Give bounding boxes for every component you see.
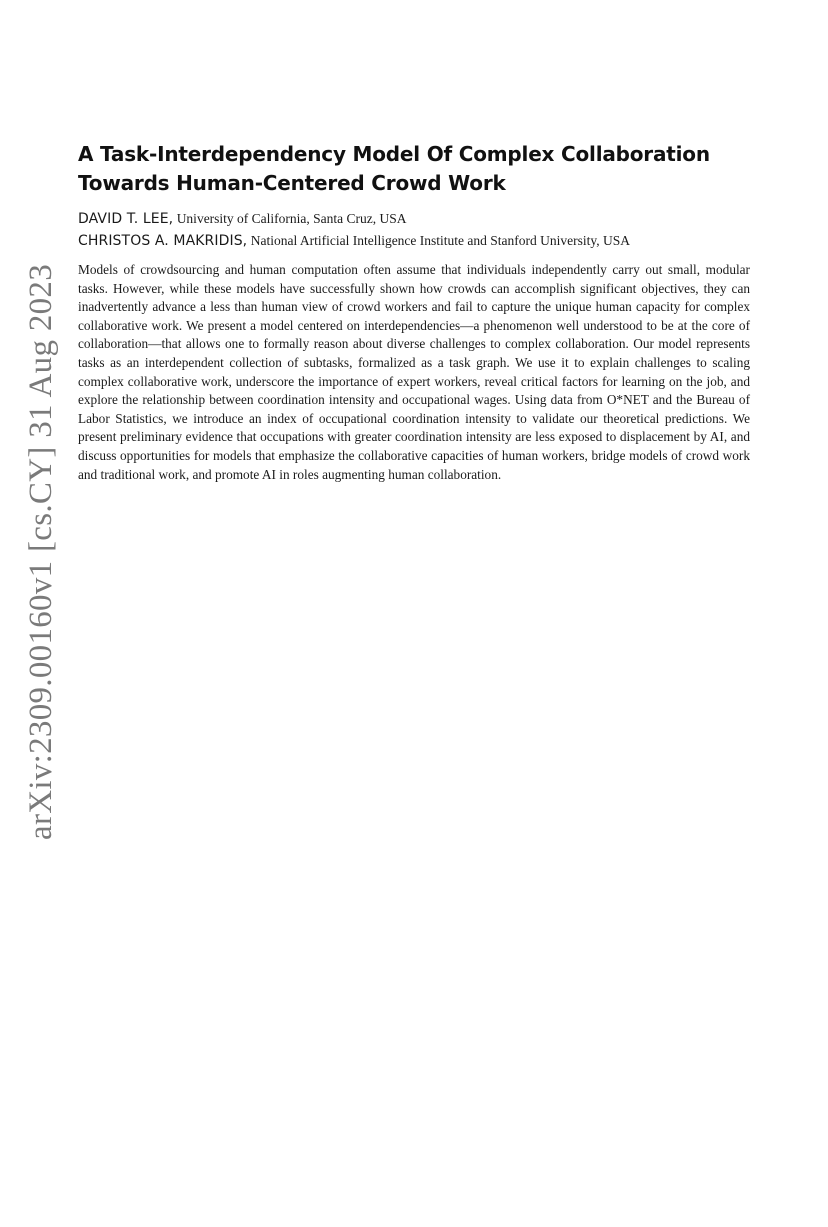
author-affiliation: University of California, Santa Cruz, USA: [176, 211, 407, 226]
arxiv-identifier-stamp: [20, 230, 62, 840]
paper-title: A Task-Interdependency Model Of Complex Collaboration Towards Human-Centered Crowd Work: [78, 142, 710, 195]
author-name: DAVID T. LEE,: [78, 211, 174, 227]
author-list: [78, 208, 750, 252]
author-entry: [78, 208, 750, 230]
author-entry: [78, 230, 750, 252]
arxiv-identifier-text: arXiv:2309.00160v1 [cs.CY] 31 Aug 2023: [23, 263, 59, 840]
author-affiliation: National Artificial Intelligence Institute and Stanford University, USA: [250, 233, 631, 248]
abstract-paragraph: Models of crowdsourcing and human computation often assume that individuals independently carry out small, modular tasks. However, while these models have successfully shown how crowds can accomplish significant objectives, they can inadvertently advance a less than human view of crowd workers and fail to capture the unique human capacity for complex collaborative work. We present a model centered on interdependencies—a phenomenon well understood to be at the core of collaboration—that allows one to formally reason about diverse challenges to complex collaboration. Our model represents tasks as an interdependent collection of subtasks, formalized as a task graph. We use it to explain challenges to scaling complex collaborative work, underscore the importance of expert workers, reveal critical factors for learning on the job, and explore the relationship between coordination intensity and occupational wages. Using data from O*NET and the Bureau of Labor Statistics, we introduce an index of occupational coordination intensity to validate our theoretical predictions. We present preliminary evidence that occupations with greater coordination intensity are less exposed to displacement by AI, and discuss opportunities for models that emphasize the collaborative capacities of human workers, bridge models of crowd work and traditional work, and promote AI in roles augmenting human collaboration.: [78, 262, 750, 482]
author-name: CHRISTOS A. MAKRIDIS,: [78, 233, 248, 249]
paper-front-matter: [78, 140, 750, 497]
